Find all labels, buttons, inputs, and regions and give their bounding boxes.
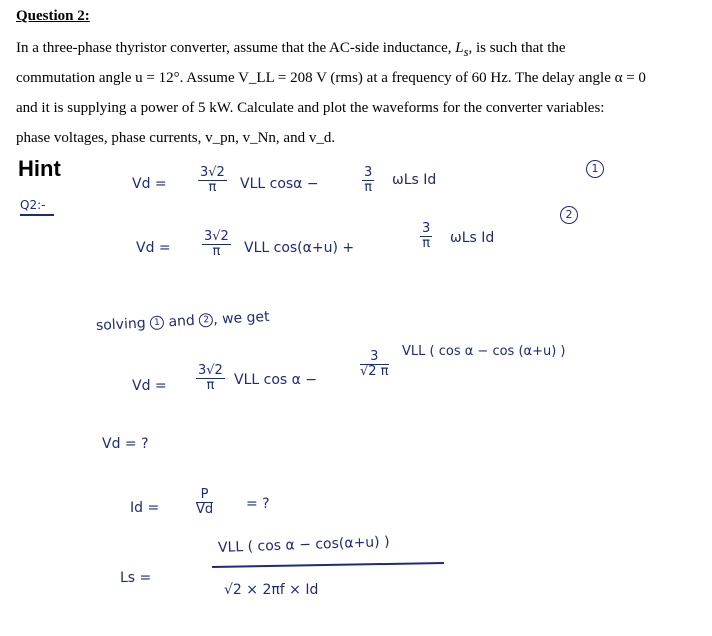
eq1-mid: VLL cosα − (240, 176, 319, 192)
eq1-fraction-1 (198, 166, 227, 195)
eq3-frac1-num: 3√2 (198, 363, 223, 378)
question-line-2: commutation angle u = 12°. Assume V_LL = 208 V (rms) at a frequency of 60 Hz. The delay angle α = 0 (16, 70, 646, 86)
solving-line (96, 309, 270, 334)
eq2-mid: VLL cos(α+u) + (244, 240, 355, 256)
eq2-fraction-2 (420, 222, 432, 251)
solving-and: and (168, 312, 196, 331)
id-end: = ? (246, 496, 270, 512)
id-den: Vd (196, 502, 214, 517)
eq3-end: VLL ( cos α − cos (α+u) ) (402, 344, 566, 359)
eq3-frac1-den: π (206, 378, 215, 393)
eq3-fraction-1 (196, 364, 225, 393)
eq1-frac2-num: 3 (364, 165, 373, 180)
eq1-fraction-2 (362, 166, 374, 195)
ls-fraction-bar (212, 562, 444, 568)
inductance-symbol: L (455, 40, 464, 56)
eq3-frac2-den: √2 π (360, 364, 389, 379)
id-lhs: Id = (130, 500, 160, 516)
ls-numerator: VLL ( cos α − cos(α+u) ) (217, 534, 390, 556)
ls-lhs: Ls = (120, 570, 152, 586)
id-num: P (196, 488, 213, 503)
question-line-1-pre: In a three-phase thyristor converter, assume that the AC-side inductance, (16, 40, 456, 56)
vd-unknown: Vd = ? (102, 436, 149, 452)
eq1-end: ωLs Id (392, 172, 437, 188)
eq1-frac2-den: π (364, 180, 373, 195)
eq2-end: ωLs Id (450, 230, 495, 246)
q2-label: Q2:- (20, 198, 46, 212)
eq1-lhs: Vd = (132, 176, 167, 192)
question-title: Question 2: (16, 8, 90, 24)
question-line-3: and it is supplying a power of 5 kW. Calculate and plot the waveforms for the converter variables: (16, 100, 605, 116)
eq1-frac1-num: 3√2 (200, 165, 225, 180)
hint-heading: Hint (18, 156, 61, 181)
inductance-subscript: s (463, 45, 469, 59)
eq3-frac2-num: 3 (360, 350, 389, 365)
eq2-frac1-num: 3√2 (204, 229, 229, 244)
solving-ref-1: 1 (150, 315, 165, 330)
eq2-frac2-num: 3 (422, 221, 431, 236)
eq1-frac1-den: π (208, 180, 217, 195)
ls-denominator: √2 × 2πf × Id (224, 582, 319, 598)
id-fraction (196, 488, 213, 517)
eq3-fraction-2 (360, 350, 389, 379)
eq2-lhs: Vd = (136, 240, 171, 256)
question-line-1-post: , is such that the (468, 40, 566, 56)
eq2-fraction-1 (202, 230, 231, 259)
q2-underline (20, 214, 54, 216)
question-line-1 (16, 40, 566, 60)
eq2-number: 2 (560, 206, 578, 224)
question-line-4: phase voltages, phase currents, v_pn, v_Nn, and v_d. (16, 130, 336, 146)
solving-pre: solving (95, 315, 147, 334)
solving-post: , we get (212, 308, 270, 328)
eq2-frac1-den: π (212, 244, 221, 259)
eq1-number: 1 (586, 160, 604, 178)
eq3-lhs: Vd = (132, 378, 167, 394)
solving-ref-2: 2 (199, 313, 214, 328)
eq2-frac2-den: π (422, 236, 431, 251)
eq3-mid: VLL cos α − (234, 372, 318, 388)
